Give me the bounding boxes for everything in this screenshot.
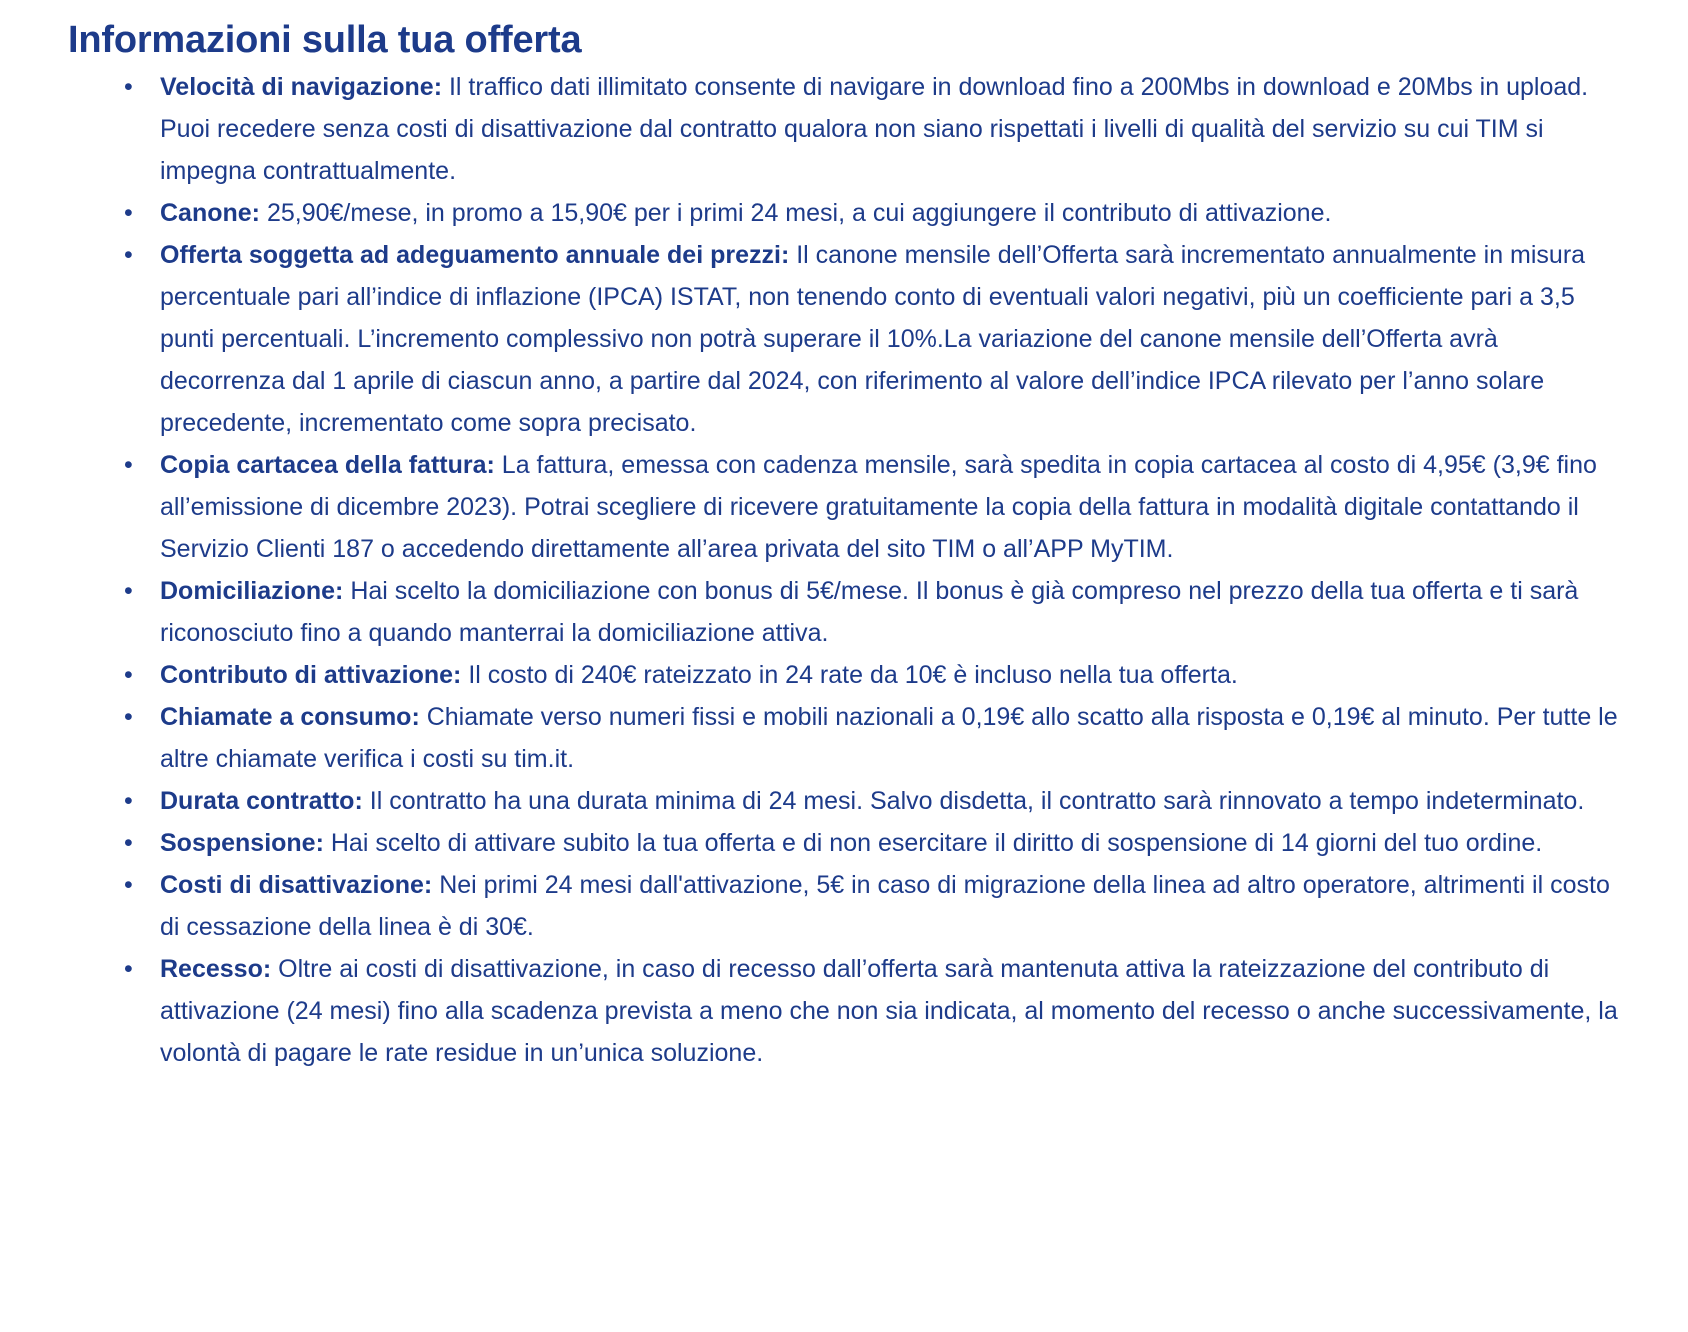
list-item-recesso: [124, 948, 1628, 1074]
list-item-domiciliazione: [124, 570, 1628, 654]
bullet-icon: •: [124, 787, 133, 815]
bullet-icon: •: [124, 199, 133, 227]
item-text: Il canone mensile dell’Offerta sarà incrementato annualmente in misura percentuale pari all’indice di inflazione (IPCA) ISTAT, non tenendo conto di eventuali valori negativi, più un coefficiente pari a 3,5 punti percentuali. L’incremento complessivo non potrà superare il 10%.La variazione del canone mensile dell’Offerta avrà decorrenza dal 1 aprile di ciascun anno, a partire dal 2024, con riferimento al valore dell’indice IPCA rilevato per l’anno solare precedente, incrementato come sopra precisato.: [160, 241, 1586, 437]
bullet-icon: •: [124, 871, 133, 899]
list-item-costi-disattivazione: [124, 864, 1628, 948]
list-item-contributo-attivazione: [124, 654, 1628, 696]
bullet-icon: •: [124, 829, 133, 857]
bullet-icon: •: [124, 661, 133, 689]
list-item-copia-cartacea: [124, 444, 1628, 570]
list-item-canone: [124, 192, 1628, 234]
bullet-icon: •: [124, 241, 133, 269]
item-text: 25,90€/mese, in promo a 15,90€ per i primi 24 mesi, a cui aggiungere il contributo di attivazione.: [260, 199, 1332, 227]
item-label: Costi di disattivazione:: [160, 871, 433, 899]
list-item-velocita: [124, 66, 1628, 192]
item-label: Contributo di attivazione:: [160, 661, 462, 689]
item-label: Recesso:: [160, 955, 272, 983]
item-label: Velocità di navigazione:: [160, 73, 443, 101]
item-label: Domiciliazione:: [160, 577, 344, 605]
item-text: La fattura, emessa con cadenza mensile, sarà spedita in copia cartacea al costo di 4,95€ (3,9€ fino all’emissione di dicembre 2023). Potrai scegliere di ricevere gratuitamente la copia della fattura in modalità digitale contattando il Servizio Clienti 187 o accedendo direttamente all’area privata del sito TIM o all’APP MyTIM.: [160, 451, 1597, 563]
item-text: Hai scelto la domiciliazione con bonus di 5€/mese. Il bonus è già compreso nel prezzo della tua offerta e ti sarà riconosciuto fino a quando manterrai la domiciliazione attiva.: [160, 577, 1579, 647]
item-label: Offerta soggetta ad adeguamento annuale dei prezzi:: [160, 241, 790, 269]
item-text: Chiamate verso numeri fissi e mobili nazionali a 0,19€ allo scatto alla risposta e 0,19€ al minuto. Per tutte le altre chiamate verifica i costi su tim.it.: [160, 703, 1618, 773]
offer-info-section: [68, 14, 1628, 1074]
bullet-icon: •: [124, 451, 133, 479]
item-text: Il traffico dati illimitato consente di navigare in download fino a 200Mbs in download e 20Mbs in upload. Puoi recedere senza costi di disattivazione dal contratto qualora non siano rispettati i livelli di qualità del servizio su cui TIM si impegna contrattualmente.: [160, 73, 1589, 185]
list-item-chiamate: [124, 696, 1628, 780]
list-item-sospensione: [124, 822, 1628, 864]
item-text: Oltre ai costi di disattivazione, in caso di recesso dall’offerta sarà mantenuta attiva la rateizzazione del contributo di attivazione (24 mesi) fino alla scadenza prevista a meno che non sia indicata, al momento del recesso o anche successivamente, la volontà di pagare le rate residue in un’unica soluzione.: [160, 955, 1618, 1067]
item-label: Sospensione:: [160, 829, 324, 857]
item-text: Hai scelto di attivare subito la tua offerta e di non esercitare il diritto di sospensione di 14 giorni del tuo ordine.: [323, 829, 1543, 857]
item-label: Durata contratto:: [160, 787, 363, 815]
item-label: Canone:: [160, 199, 260, 227]
page-title: Informazioni sulla tua offerta: [68, 19, 582, 61]
list-item-adeguamento-prezzi: [124, 234, 1628, 444]
list-item-durata-contratto: [124, 780, 1628, 822]
item-label: Copia cartacea della fattura:: [160, 451, 495, 479]
offer-info-list: [68, 66, 1628, 1074]
item-text: Il costo di 240€ rateizzato in 24 rate da 10€ è incluso nella tua offerta.: [461, 661, 1238, 689]
item-text: Nei primi 24 mesi dall'attivazione, 5€ in caso di migrazione della linea ad altro operatore, altrimenti il costo di cessazione della linea è di 30€.: [160, 871, 1610, 941]
bullet-icon: •: [124, 955, 133, 983]
bullet-icon: •: [124, 703, 133, 731]
item-text: Il contratto ha una durata minima di 24 mesi. Salvo disdetta, il contratto sarà rinnovato a tempo indeterminato.: [362, 787, 1585, 815]
item-label: Chiamate a consumo:: [160, 703, 420, 731]
bullet-icon: •: [124, 73, 133, 101]
bullet-icon: •: [124, 577, 133, 605]
